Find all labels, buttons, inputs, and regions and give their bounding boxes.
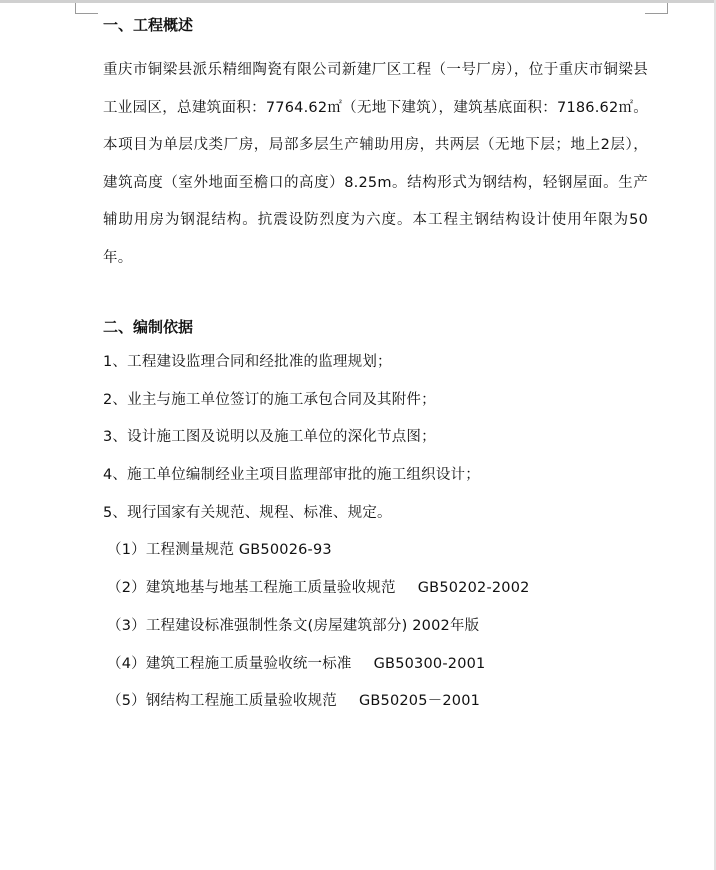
list-item: 2、业主与施工单位签订的施工承包合同及其附件；	[103, 391, 436, 408]
crop-mark-top-left	[75, 3, 98, 14]
standard-name: （5）钢结构工程施工质量验收规范	[107, 693, 337, 710]
list-item: 3、设计施工图及说明以及施工单位的深化节点图；	[103, 429, 436, 446]
standard-name: （2）建筑地基与地基工程施工质量验收规范	[107, 580, 396, 597]
crop-mark-top-right	[645, 3, 668, 14]
standard-name: （3）工程建设标准强制性条文(房屋建筑部分) 2002年版	[107, 617, 480, 634]
list-item: 1、工程建设监理合同和经批准的监理规划；	[103, 354, 392, 370]
standard-name: （1）工程测量规范 GB50026-93	[107, 542, 332, 559]
section-heading-overview: 一、工程概述	[103, 16, 194, 34]
list-item	[103, 652, 648, 690]
basis-list	[103, 350, 648, 727]
page-top-border	[0, 0, 716, 3]
list-item	[103, 576, 648, 614]
standard-code: GB50202-2002	[417, 580, 530, 597]
list-item	[103, 689, 648, 727]
standard-code: GB50205－2001	[358, 693, 481, 710]
overview-paragraph: 重庆市铜梁县派乐精细陶瓷有限公司新建厂区工程（一号厂房），位于重庆市铜梁县工业园区，总建筑面积：7764.62㎡（无地下建筑），建筑基底面积：7186.62㎡。本项目为单层戊类厂房，局部多层生产辅助用房，共两层（无地下层；地上2层），建筑高度（室外地面至檐口的高度）8.25m。结构形式为钢结构，轻钢屋面。生产辅助用房为钢混结构。抗震设防烈度为六度。本工程主钢结构设计使用年限为50年。	[103, 62, 648, 266]
standard-code: GB50300-2001	[373, 655, 486, 672]
section-heading-basis: 二、编制依据	[103, 318, 194, 336]
list-item: 4、施工单位编制经业主项目监理部审批的施工组织设计；	[103, 467, 480, 484]
list-item: 5、现行国家有关规范、规程、标准、规定。	[103, 504, 392, 521]
list-item	[103, 538, 648, 576]
list-item	[103, 614, 648, 652]
standard-name: （4）建筑工程施工质量验收统一标准	[107, 655, 352, 672]
